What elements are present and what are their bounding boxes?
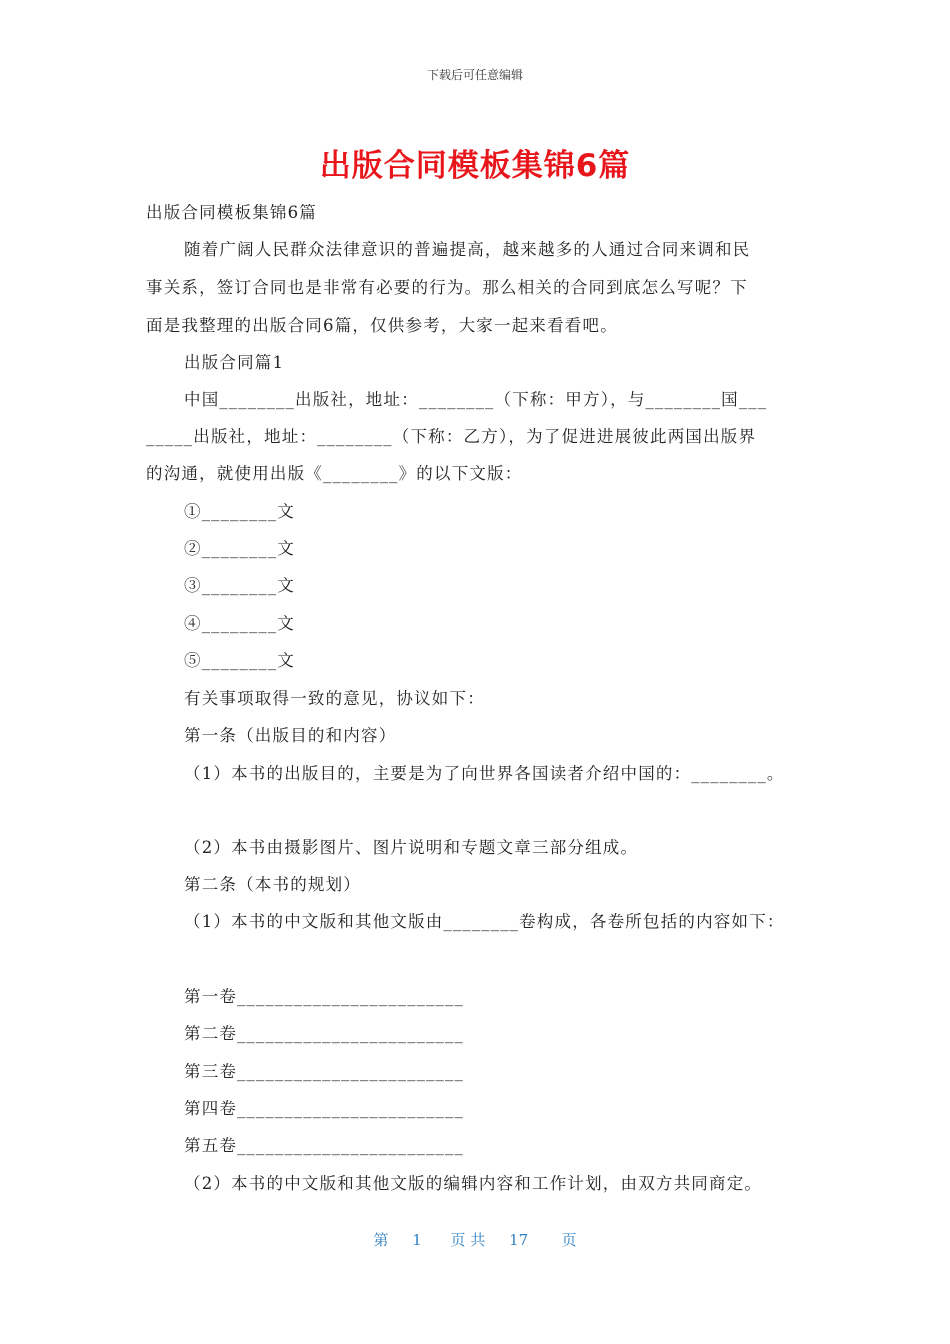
footer-of-label: 页 共 (450, 1231, 486, 1249)
paragraph-line: 的沟通，就使用出版《________》的以下文版： (146, 464, 523, 483)
paragraph-line: 面是我整理的出版合同6篇，仅供参考，大家一起来看看吧。 (146, 316, 618, 335)
list-item: ②________文 (184, 539, 295, 558)
volume-line: 第四卷________________________ (184, 1099, 464, 1118)
article-heading: 第一条（出版目的和内容） (184, 726, 397, 745)
article-heading: 第二条（本书的规划） (184, 875, 361, 894)
footer-page-label: 第 (373, 1231, 389, 1249)
list-item: ⑤________文 (184, 651, 295, 670)
page-footer (0, 1229, 950, 1250)
paragraph-line: 有关事项取得一致的意见，协议如下： (184, 689, 485, 708)
list-item: ③________文 (184, 576, 295, 595)
footer-end-label: 页 (561, 1231, 577, 1249)
document-title: 出版合同模板集锦6篇 (319, 148, 631, 184)
clause-line: （1）本书的中文版和其他文版由________卷构成，各卷所包括的内容如下： (184, 912, 785, 931)
paragraph-line: 中国________出版社，地址：________（下称：甲方），与________国___ (184, 390, 768, 409)
header-note: 下载后可任意编辑 (426, 68, 523, 82)
volume-line: 第二卷________________________ (184, 1024, 464, 1043)
clause-line: （2）本书的中文版和其他文版的编辑内容和工作计划，由双方共同商定。 (184, 1174, 763, 1193)
subtitle-line: 出版合同模板集锦6篇 (146, 203, 317, 222)
volume-line: 第一卷________________________ (184, 987, 464, 1006)
clause-line: （2）本书由摄影图片、图片说明和专题文章三部分组成。 (184, 838, 639, 857)
section-heading: 出版合同篇1 (184, 353, 285, 372)
paragraph-line: 随着广阔人民群众法律意识的普遍提高，越来越多的人通过合同来调和民 (184, 240, 751, 259)
list-item: ①________文 (184, 502, 295, 521)
paragraph-line: _____出版社，地址：________（下称：乙方），为了促进进展彼此两国出版界 (146, 427, 757, 446)
footer-page-number: 1 (412, 1231, 422, 1249)
volume-line: 第五卷________________________ (184, 1136, 464, 1155)
list-item: ④________文 (184, 614, 295, 633)
paragraph-line: 事关系，签订合同也是非常有必要的行为。那么相关的合同到底怎么写呢？下 (146, 278, 748, 297)
volume-line: 第三卷________________________ (184, 1062, 464, 1081)
clause-line: （1）本书的出版目的，主要是为了向世界各国读者介绍中国的：________。 (184, 764, 785, 783)
footer-total-pages: 17 (509, 1231, 529, 1249)
